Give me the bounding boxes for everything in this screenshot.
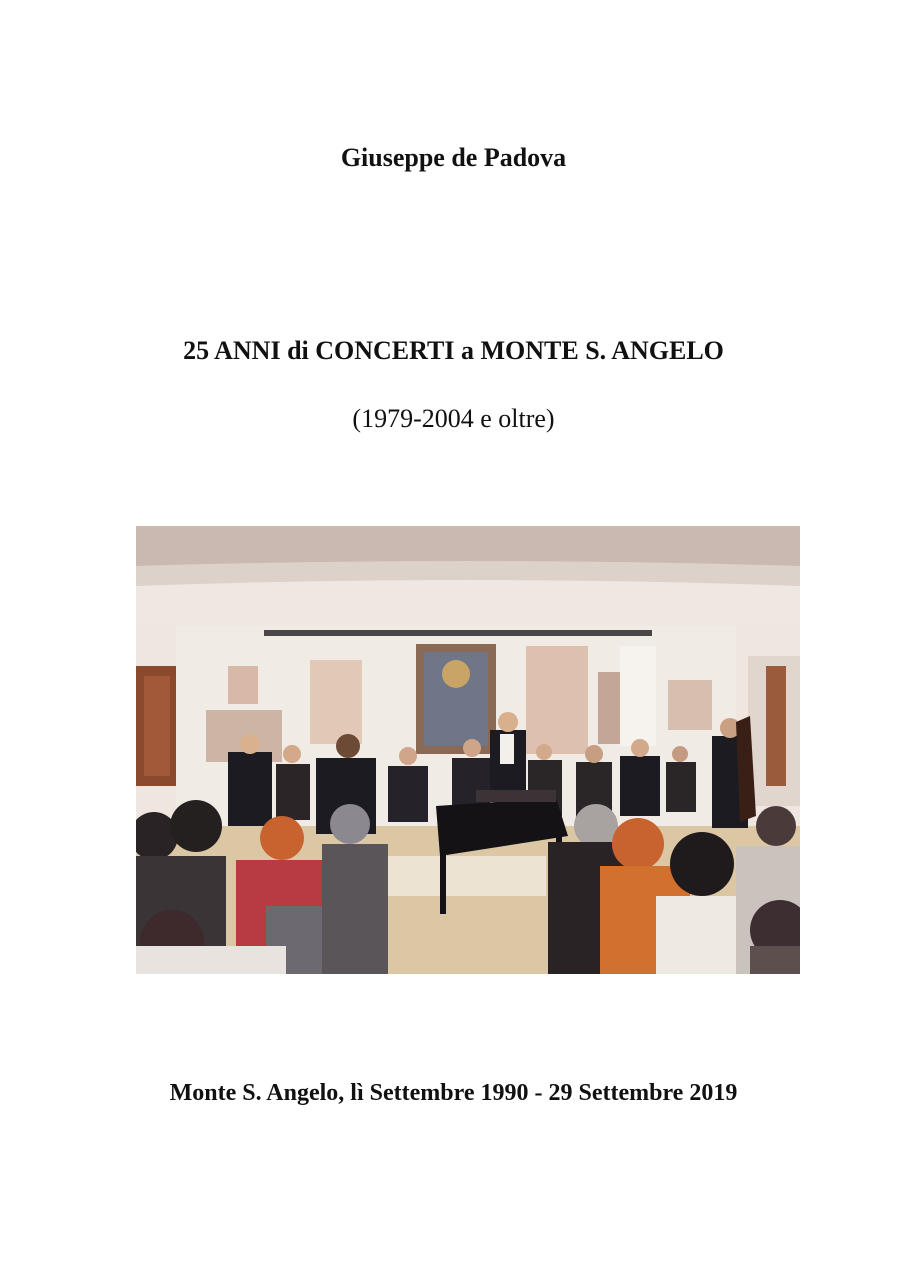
concert-photo-illustration (136, 526, 800, 974)
fresco-small (228, 666, 258, 704)
concert-photo (136, 526, 800, 974)
author-name: Giuseppe de Padova (340, 143, 567, 172)
document-footer: Monte S. Angelo, lì Settembre 1990 - 29 Settembre 2019 (169, 1080, 738, 1106)
fresco-right (526, 646, 588, 754)
ceiling (136, 526, 800, 566)
fresco-left (310, 660, 362, 744)
document-title: 25 ANNI di CONCERTI a MONTE S. ANGELO (183, 336, 724, 365)
document-subtitle: (1979-2004 e oltre) (352, 404, 555, 433)
